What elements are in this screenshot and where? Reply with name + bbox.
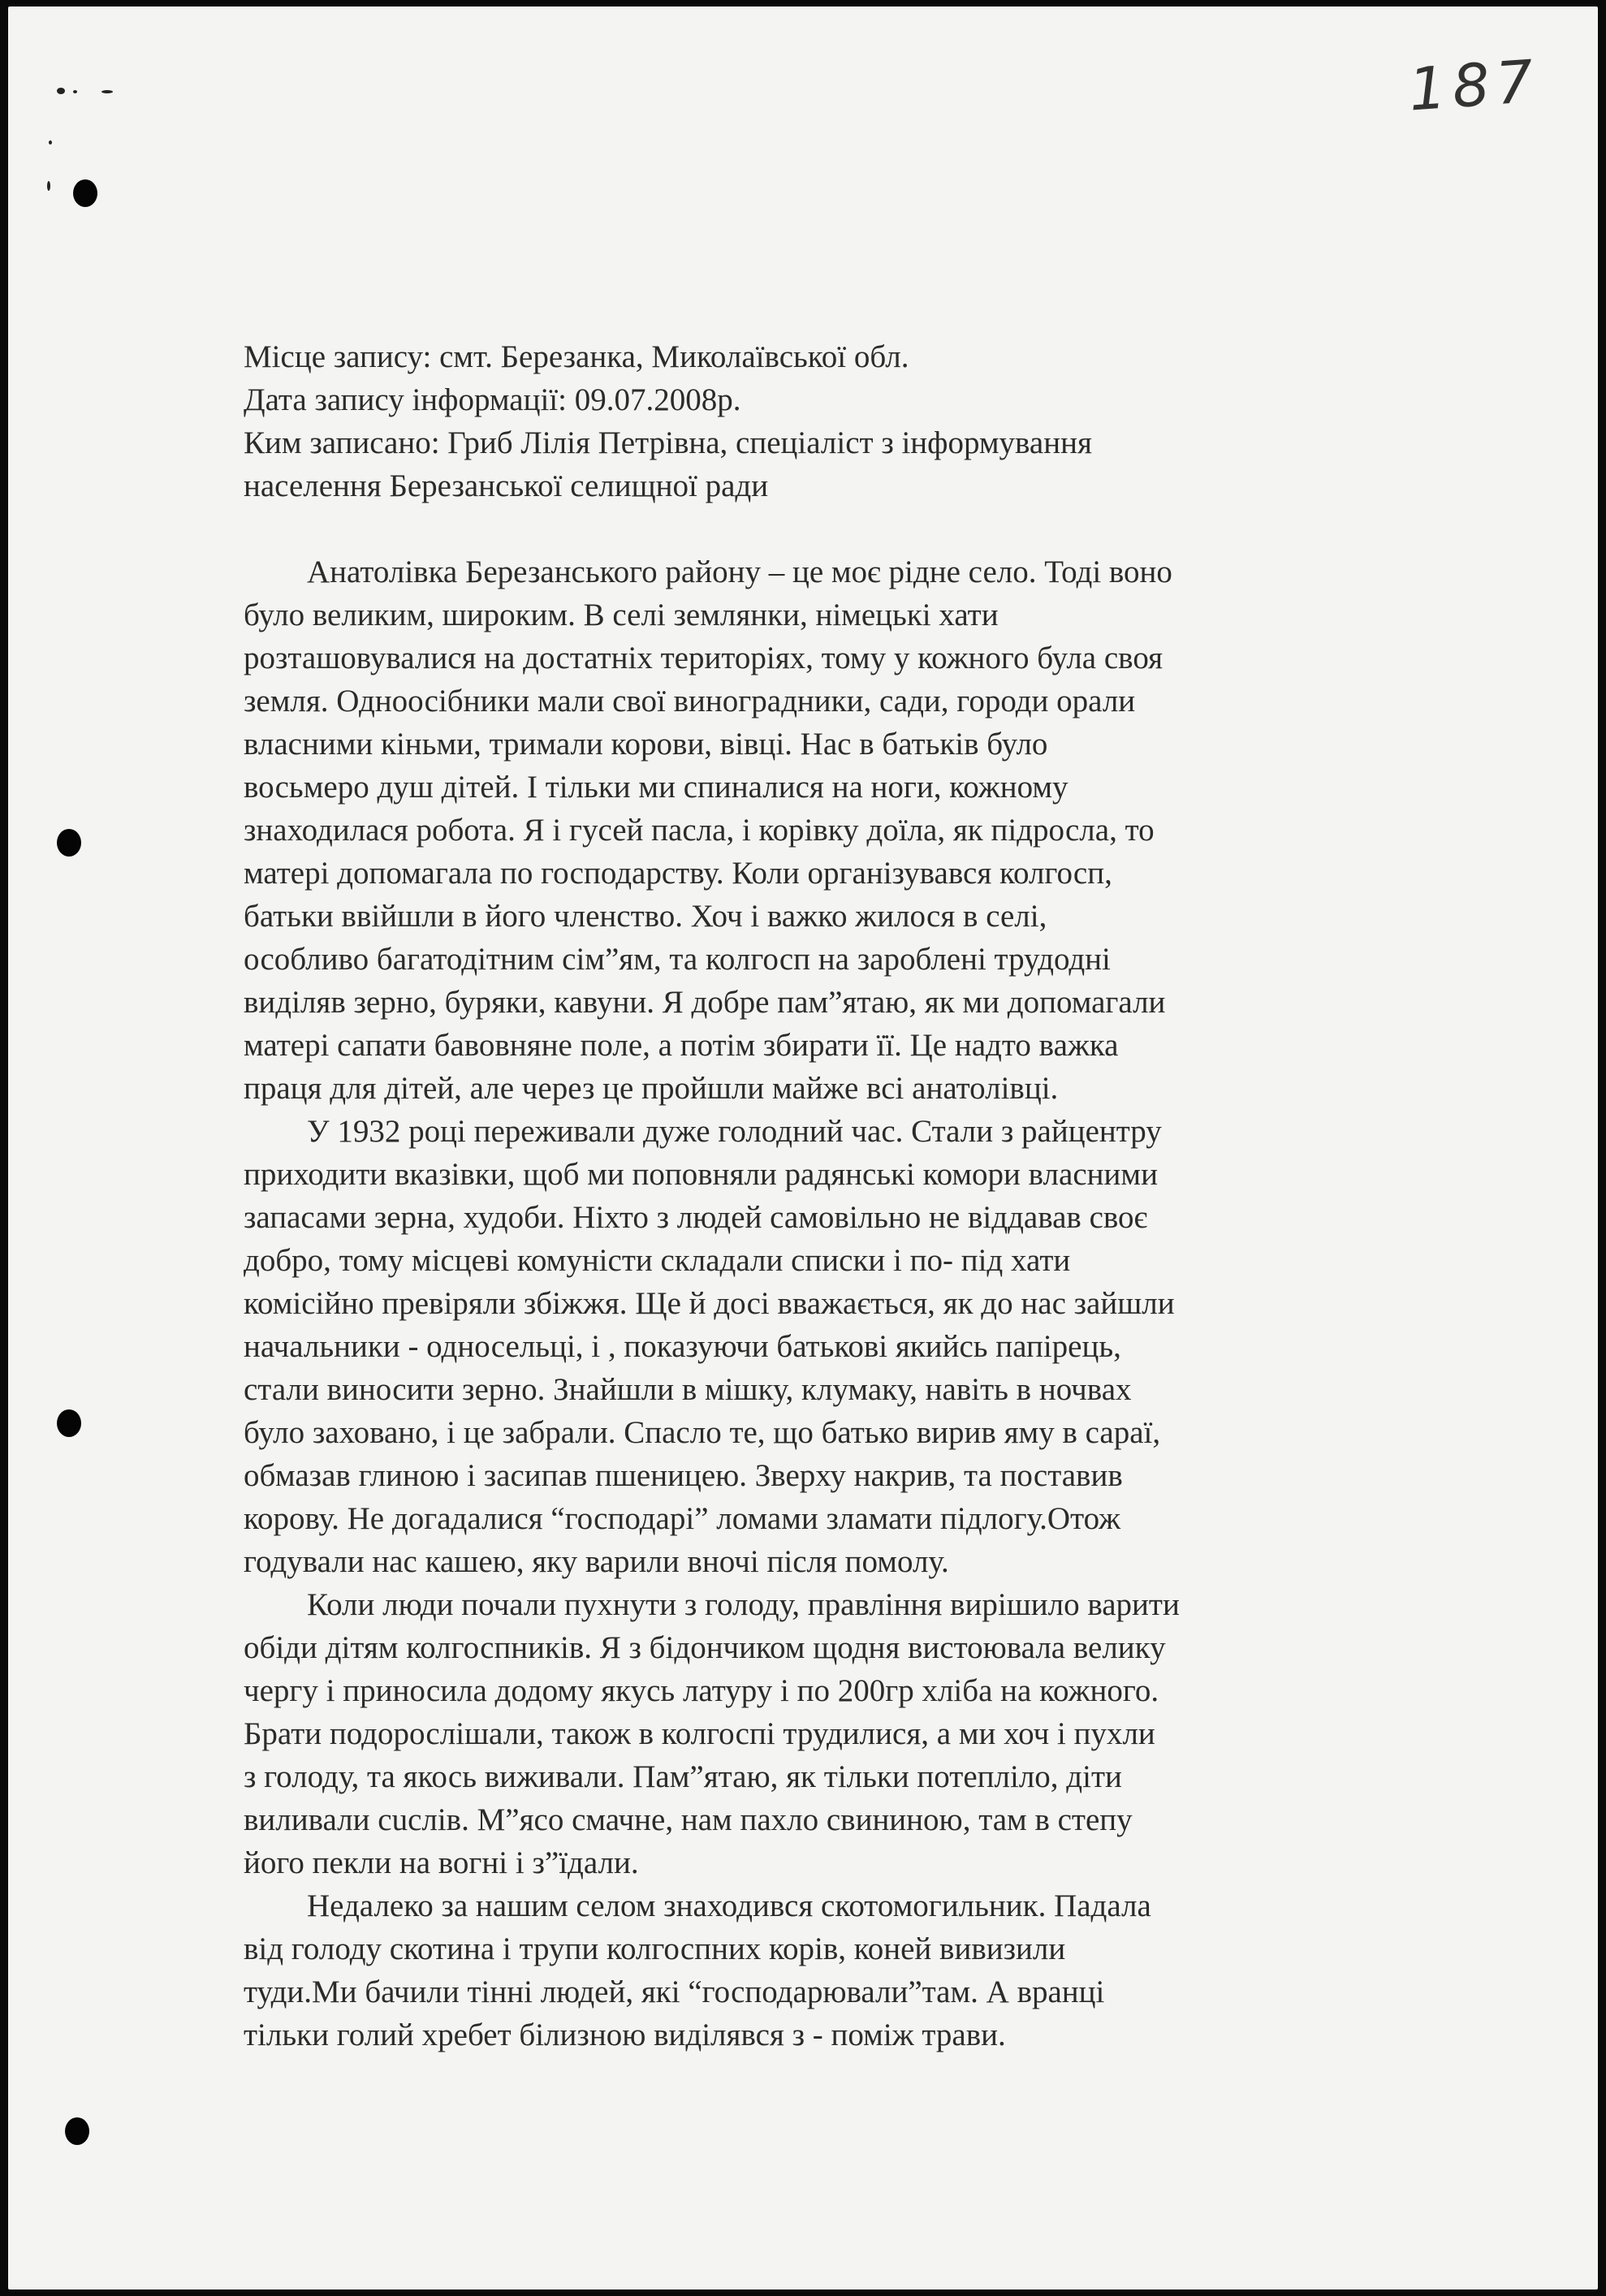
record-recorder: Ким записано: Гриб Лілія Петрівна, спеціаліст з інформування: [244, 425, 1092, 460]
paragraph-1: [244, 550, 1376, 1110]
text-line: Коли люди почали пухнути з голоду, правління вирішило варити: [307, 1587, 1180, 1622]
text-line: власними кіньми, тримали корови, вівці. Нас в батьків було: [244, 727, 1048, 762]
text-line: було заховано, і це забрали. Спасло те, що батько вирив яму в сараї,: [244, 1415, 1161, 1450]
document-page: [8, 6, 1598, 2290]
text-line: його пекли на вогні і з”їдали.: [244, 1845, 639, 1880]
paragraph-2: [244, 1110, 1376, 1583]
text-line: приходити вказівки, щоб ми поповняли радянські комори власними: [244, 1157, 1158, 1192]
record-date: Дата запису інформації: 09.07.2008р.: [244, 382, 741, 417]
punch-hole-2: [57, 829, 81, 857]
text-line: особливо багатодітним сім”ям, та колгосп на зароблені трудодні: [244, 942, 1111, 977]
text-line: запасами зерна, худоби. Ніхто з людей самовільно не віддавав своє: [244, 1200, 1148, 1235]
testimony-body: [244, 550, 1376, 2056]
record-recorder-continued: населення Березанської селищної ради: [244, 468, 769, 503]
text-line: чергу і приносила додому якусь латуру і по 200гр хліба на кожного.: [244, 1673, 1159, 1708]
text-line: з голоду, та якось виживали. Пам”ятаю, як тільки потепліло, діти: [244, 1759, 1122, 1794]
text-line: начальники - односельці, і , показуючи батькові якийсь папірець,: [244, 1329, 1121, 1364]
text-line: виливали сuслів. М”ясо смачне, нам пахло свининою, там в степу: [244, 1802, 1133, 1837]
text-line: Брати подорослішали, також в колгоспі трудилися, а ми хоч і пухли: [244, 1716, 1155, 1751]
text-line: було великим, широким. В селі землянки, німецькі хати: [244, 598, 999, 632]
text-line: розташовувалися на достатніх територіях, тому у кожного була своя: [244, 641, 1163, 675]
document-text: [244, 335, 1376, 2056]
punch-hole-1: [73, 179, 97, 207]
text-line: матері сапати бавовняне поле, а потім збирати її. Це надто важка: [244, 1028, 1119, 1063]
paragraph-3: [244, 1583, 1376, 1884]
text-line: туди.Ми бачили тінні людей, які “господарювали”там. А вранці: [244, 1974, 1105, 2009]
text-line: восьмеро душ дітей. І тільки ми спиналися на ноги, кожному: [244, 770, 1069, 805]
text-line: знаходилася робота. Я і гусей пасла, і корівку доїла, як підросла, то: [244, 813, 1155, 848]
text-line: виділяв зерно, буряки, кавуни. Я добре пам”ятаю, як ми допомагали: [244, 985, 1166, 1020]
text-line: стали виносити зерно. Знайшли в мішку, клумаку, навіть в ночвах: [244, 1372, 1132, 1407]
text-line: Недалеко за нашим селом знаходився скотомогильник. Падала: [307, 1888, 1151, 1923]
paragraph-4: [244, 1884, 1376, 2056]
punch-hole-3: [57, 1409, 81, 1437]
text-line: праця для дітей, але через це пройшли майже всі анатолівці.: [244, 1071, 1059, 1106]
text-line: обіди дітям колгоспників. Я з бідончиком щодня вистоювала велику: [244, 1630, 1166, 1665]
text-line: корову. Не догадалися “господарі” ломами зламати підлогу.Отож: [244, 1501, 1121, 1536]
text-line: батьки ввійшли в його членство. Хоч і важко жилося в селі,: [244, 899, 1047, 934]
text-line: земля. Одноосібники мали свої виноградники, сади, городи орали: [244, 684, 1136, 719]
text-line: У 1932 році переживали дуже голодний час. Стали з райцентру: [307, 1114, 1162, 1149]
text-line: комісійно превіряли збіжжя. Ще й досі вважається, як до нас зайшли: [244, 1286, 1175, 1321]
text-line: від голоду скотина і трупи колгоспних корів, коней вивизили: [244, 1931, 1066, 1966]
text-line: добро, тому місцеві комуністи складали списки і по- під хати: [244, 1243, 1071, 1278]
text-line: матері допомагала по господарству. Коли організувався колгосп,: [244, 856, 1112, 891]
text-line: обмазав глиною і засипав пшеницею. Зверху накрив, та поставив: [244, 1458, 1123, 1493]
page-number: 187: [1406, 46, 1543, 124]
text-line: тільки голий хребет білизною виділявся з - поміж трави.: [244, 2018, 1006, 2052]
record-header: [244, 335, 1376, 507]
text-line: Анатолівка Березанського району – це моє рідне село. Тоді воно: [307, 555, 1172, 589]
record-place: Місце запису: смт. Березанка, Миколаївської обл.: [244, 339, 909, 374]
punch-hole-4: [65, 2117, 89, 2145]
text-line: годували нас кашею, яку варили вночі після помолу.: [244, 1544, 949, 1579]
